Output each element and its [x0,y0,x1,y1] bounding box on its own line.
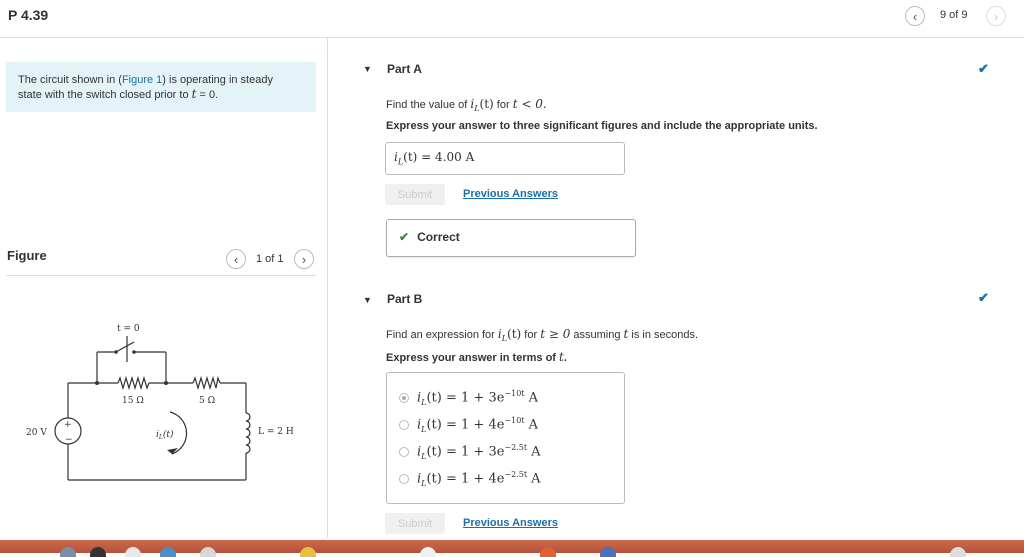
figure-prev-button[interactable] [226,249,246,269]
source-label: 20 V [26,428,47,438]
part-b-caret-icon[interactable]: ▼ [363,295,372,305]
radio-icon[interactable] [399,474,409,484]
app-icon[interactable] [420,547,436,557]
part-b-previous-answers-link[interactable]: Previous Answers [463,517,558,529]
part-a-question: Find the value of $i_L(t)$ for t < 0. [386,97,547,114]
part-a-submit-button[interactable]: Submit [385,184,445,205]
inductor-label: L = 2 H [258,427,294,437]
page-title: P 4.39 [8,7,49,23]
problem-statement: The circuit shown in (Figure 1) is operating in steady state with the switch closed prior to t = 0. [6,62,316,112]
figure-pager: 1 of 1 [256,253,284,265]
r2-label: 5 Ω [199,396,216,406]
minus-sign: − [65,435,73,445]
radio-icon[interactable] [399,447,409,457]
part-b-question: Find an expression for $i_L(t)$ for t ≥ 0 assuming t is in seconds. [386,327,699,344]
correct-check-icon: ✔ [399,230,410,244]
app-icon[interactable] [300,547,316,557]
app-icon[interactable] [600,547,616,557]
chevron-left-icon: ‹ [233,251,239,267]
plus-sign: + [64,420,72,430]
part-a-caret-icon[interactable]: ▼ [363,64,372,74]
app-icon[interactable] [160,547,176,557]
column-divider [327,38,328,538]
app-icon[interactable] [90,547,106,557]
part-a-title[interactable]: Part A [387,62,422,76]
os-taskbar [0,540,1024,553]
part-b-check-icon: ✔ [978,290,989,305]
option-1[interactable]: $i_L(t) = 1 + 3e^{-10t}$ A [399,389,538,407]
app-icon[interactable] [200,547,216,557]
part-a-express: Express your answer to three significant figures and include the appropriate units. [386,120,818,132]
current-label: $i_L(t)$ [156,430,174,441]
next-item-button[interactable] [986,6,1006,26]
app-icon[interactable] [950,547,966,557]
part-b-title[interactable]: Part B [387,292,423,306]
part-b-options [386,372,625,504]
app-icon[interactable] [60,547,76,557]
app-icon[interactable] [125,547,141,557]
radio-icon[interactable] [399,420,409,430]
header-divider [0,37,1024,38]
part-a-previous-answers-link[interactable]: Previous Answers [463,188,558,200]
figure-divider [6,275,316,276]
item-pager: 9 of 9 [940,9,968,21]
prev-item-button[interactable] [905,6,925,26]
part-b-submit-button[interactable]: Submit [385,513,445,534]
app-icon[interactable] [540,547,556,557]
r1-label: 15 Ω [122,396,144,406]
figure-link[interactable]: Figure 1 [121,74,163,86]
radio-selected-icon[interactable] [399,393,409,403]
switch-label: t = 0 [117,324,140,334]
circuit-diagram [0,300,320,500]
chevron-right-icon: › [993,8,999,24]
option-2[interactable]: $i_L(t) = 1 + 4e^{-10t}$ A [399,416,538,434]
figure-next-button[interactable] [294,249,314,269]
option-4[interactable]: $i_L(t) = 1 + 4e^{-2.5t}$ A [399,470,541,488]
part-a-check-icon: ✔ [978,61,989,76]
part-b-express: Express your answer in terms of t. [386,350,567,364]
part-a-feedback: ✔ Correct [386,219,636,257]
figure-label: Figure [7,248,47,263]
option-3[interactable]: $i_L(t) = 1 + 3e^{-2.5t}$ A [399,443,541,461]
part-a-answer-value: 4.00 A [435,150,475,164]
chevron-right-icon: › [301,251,307,267]
part-a-answer-field[interactable]: $i_L(t) = 4.00$ A [385,142,625,175]
chevron-left-icon: ‹ [912,8,918,24]
